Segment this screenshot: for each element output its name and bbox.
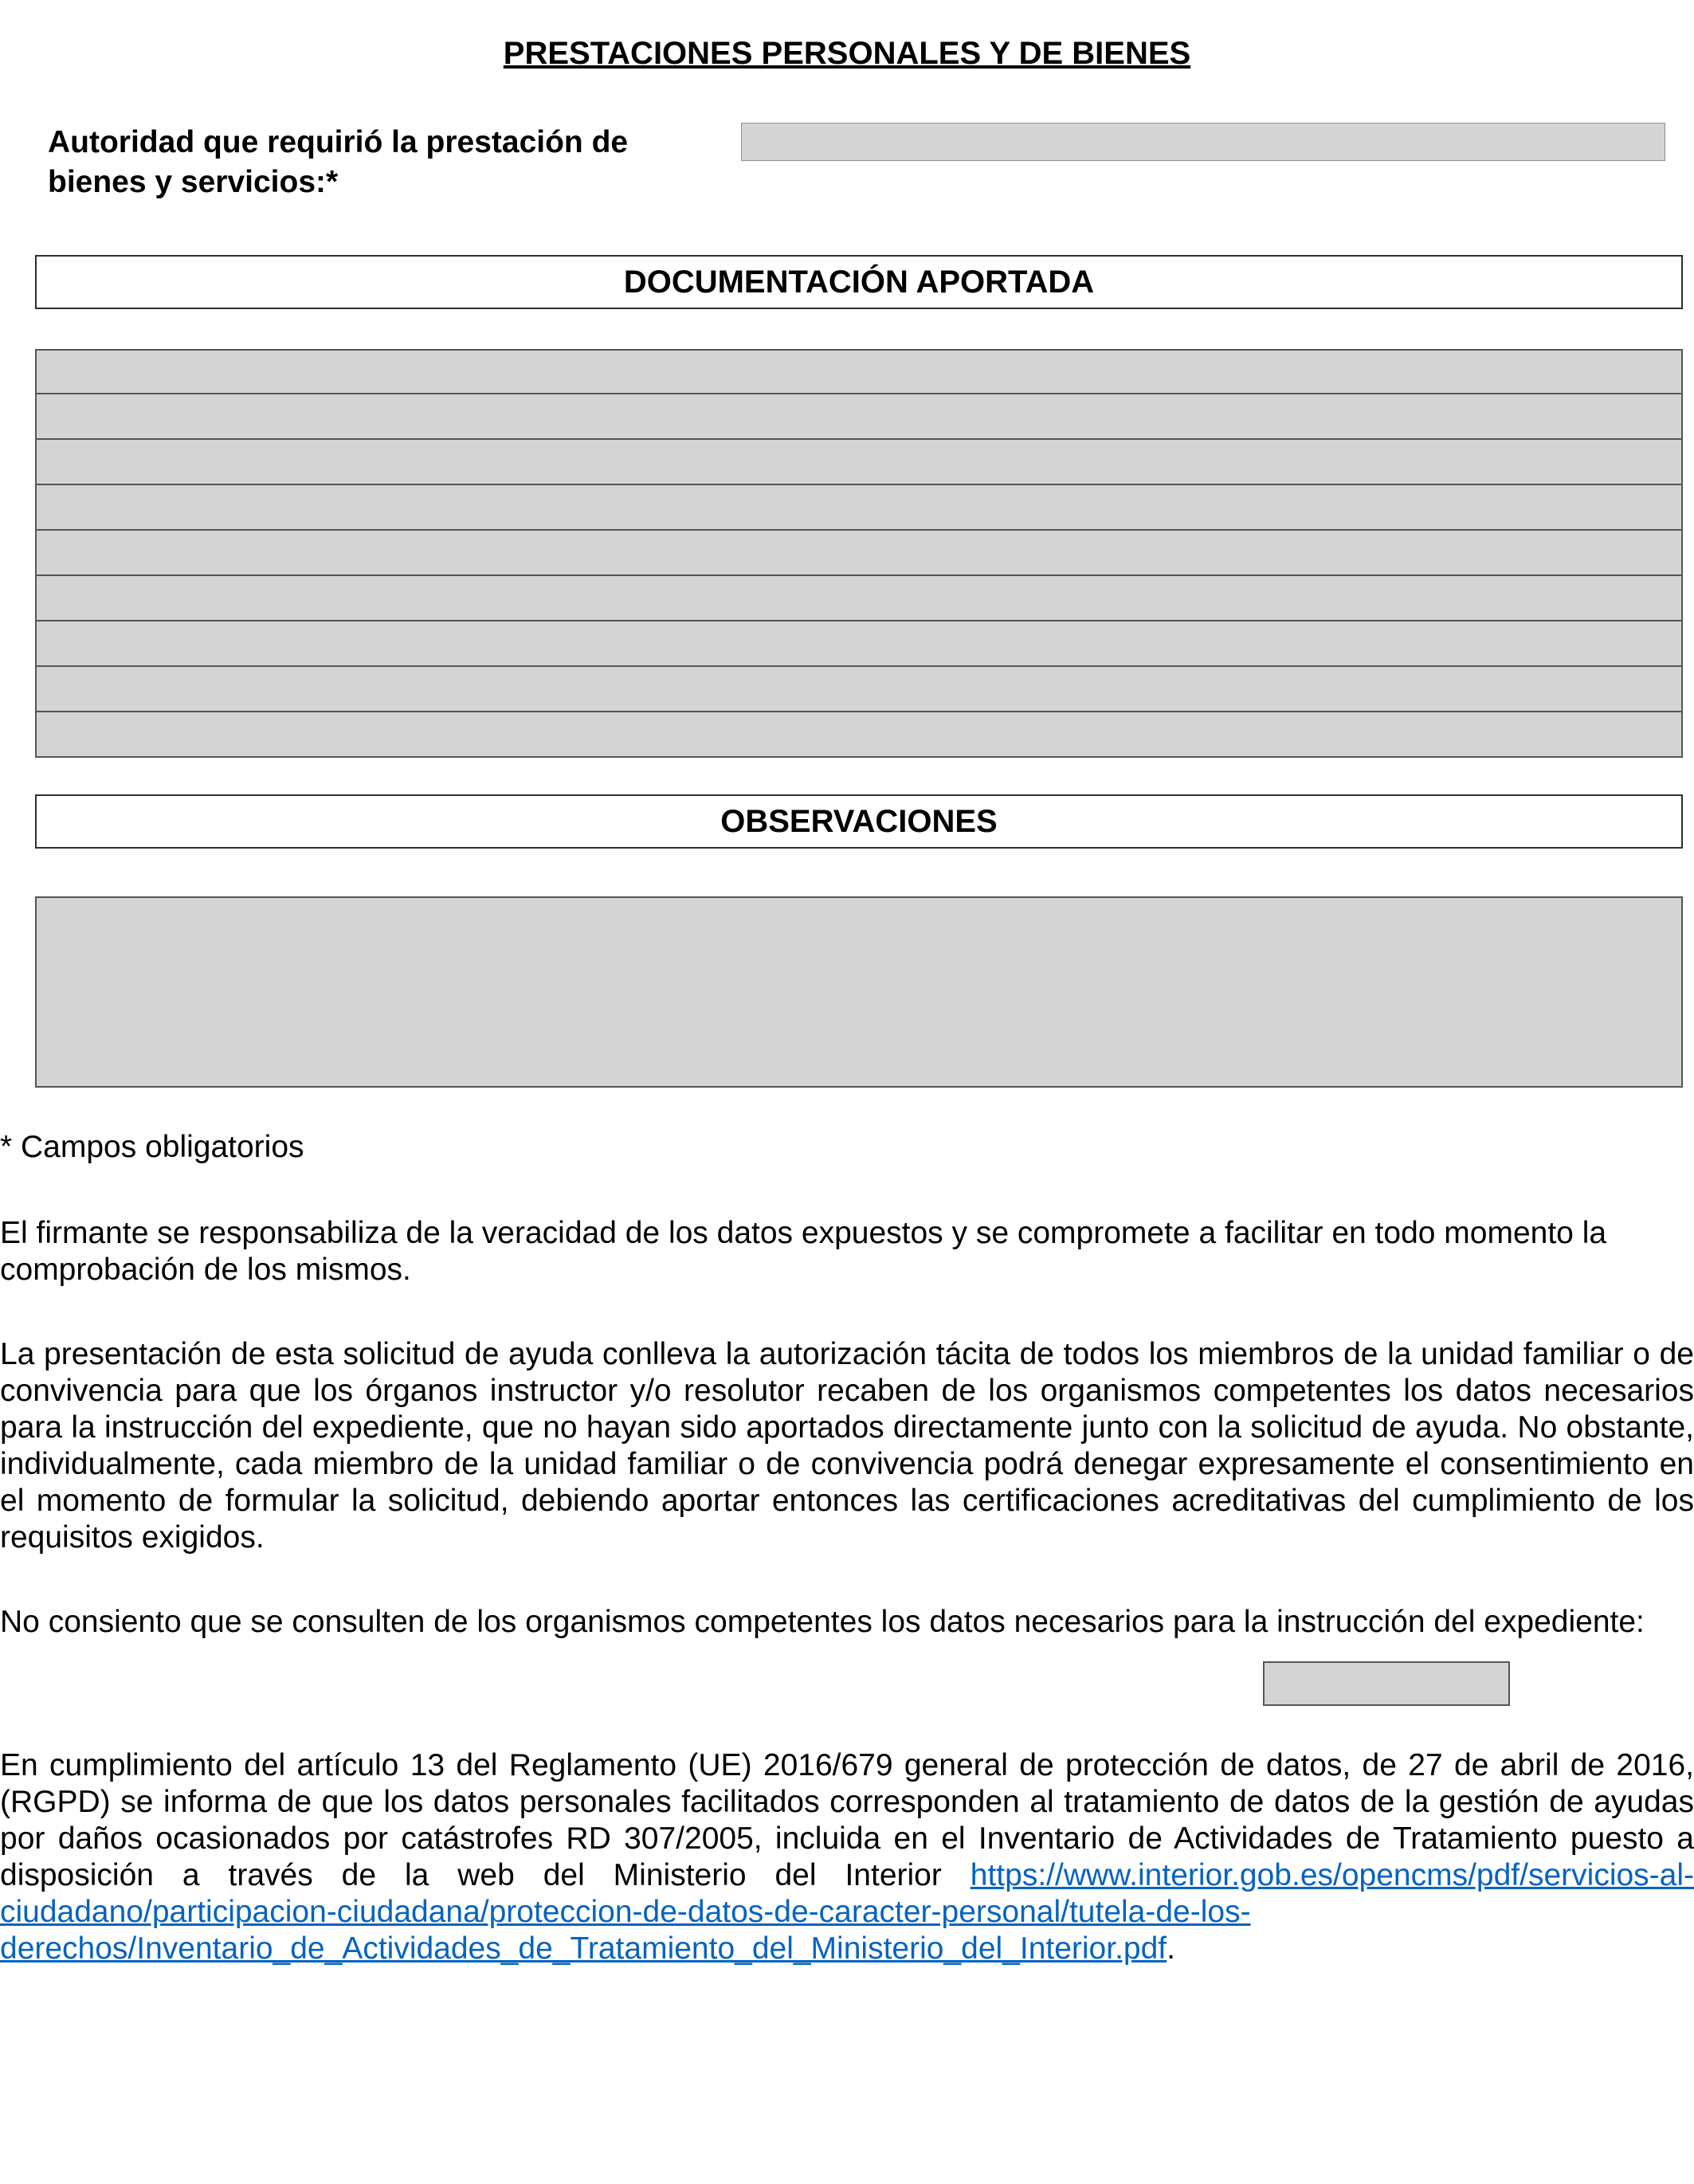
documentation-row[interactable] xyxy=(35,621,1683,667)
documentation-row[interactable] xyxy=(35,531,1683,576)
gdpr-link[interactable]: https://www.interior.gob.es/opencms/pdf/servicios-al-ciudadano/participacion-ciudadana/proteccion-de-datos-de-caracter-personal/tutela-de-los-derechos/Inventario_de_Actividades_de_Tratamiento_del_Ministerio_del_Interior.pdf xyxy=(0,1858,1694,1966)
documentation-row[interactable] xyxy=(35,712,1683,758)
observations-input[interactable] xyxy=(35,896,1683,1088)
authorization-paragraph: La presentación de esta solicitud de ayuda conlleva la autorización tácita de todos los miembros de la unidad familiar o de convivencia para que los órganos instructor y/o resolutor recaben de los organismos competentes los datos necesarios para la instrucción del expediente, que no hayan sido aportados directamente junto con la solicitud de ayuda. No obstante, individualmente, cada miembro de la unidad familiar o de convivencia podrá denegar expresamente el consentimiento en el momento de formular la solicitud, debiendo aportar entonces las certificaciones acreditativas del cumplimiento de los requisitos exigidos. xyxy=(0,1337,1694,1555)
page-title-text: PRESTACIONES PERSONALES Y DE BIENES xyxy=(503,36,1191,71)
required-fields-note: * Campos obligatorios xyxy=(0,1130,304,1164)
documentation-row[interactable] xyxy=(35,667,1683,712)
documentation-row[interactable] xyxy=(35,485,1683,531)
responsibility-paragraph: El firmante se responsabiliza de la veracidad de los datos expuestos y se compromete a facilitar en todo momento la comprobación de los mismos. xyxy=(0,1216,1607,1287)
documentation-row[interactable] xyxy=(35,349,1683,394)
authority-section xyxy=(48,123,1665,202)
documentation-row[interactable] xyxy=(35,440,1683,485)
documentation-header-label: DOCUMENTACIÓN APORTADA xyxy=(623,265,1095,300)
page-title xyxy=(0,33,1694,73)
documentation-row[interactable] xyxy=(35,576,1683,621)
documentation-row[interactable] xyxy=(35,394,1683,440)
gdpr-suffix: . xyxy=(1167,1931,1175,1966)
observations-header xyxy=(35,794,1683,849)
no-consent-paragraph: No consiento que se consulten de los organismos competentes los datos necesarios para la instrucción del expediente: xyxy=(0,1605,1645,1639)
no-consent-input[interactable] xyxy=(1263,1661,1510,1706)
no-consent-field-row xyxy=(48,1661,1665,1706)
authority-label: Autoridad que requirió la prestación de bienes y servicios:* xyxy=(48,125,629,199)
gdpr-paragraph xyxy=(0,1747,1694,1967)
authority-input[interactable] xyxy=(741,123,1665,161)
observations-header-label: OBSERVACIONES xyxy=(720,804,998,839)
documentation-table xyxy=(35,349,1683,758)
documentation-header xyxy=(35,255,1683,309)
gdpr-text: En cumplimiento del artículo 13 del Reglamento (UE) 2016/679 general de protección de datos, de 27 de abril de 2016, (RGPD) se informa de que los datos personales facilitados corresponden al tratamiento de datos de la gestión de ayudas por daños ocasionados por catástrofes RD 307/2005, incluida en el Inventario de Actividades de Tratamiento puesto a disposición a través de la web del Ministerio del Interior xyxy=(0,1748,1694,1892)
